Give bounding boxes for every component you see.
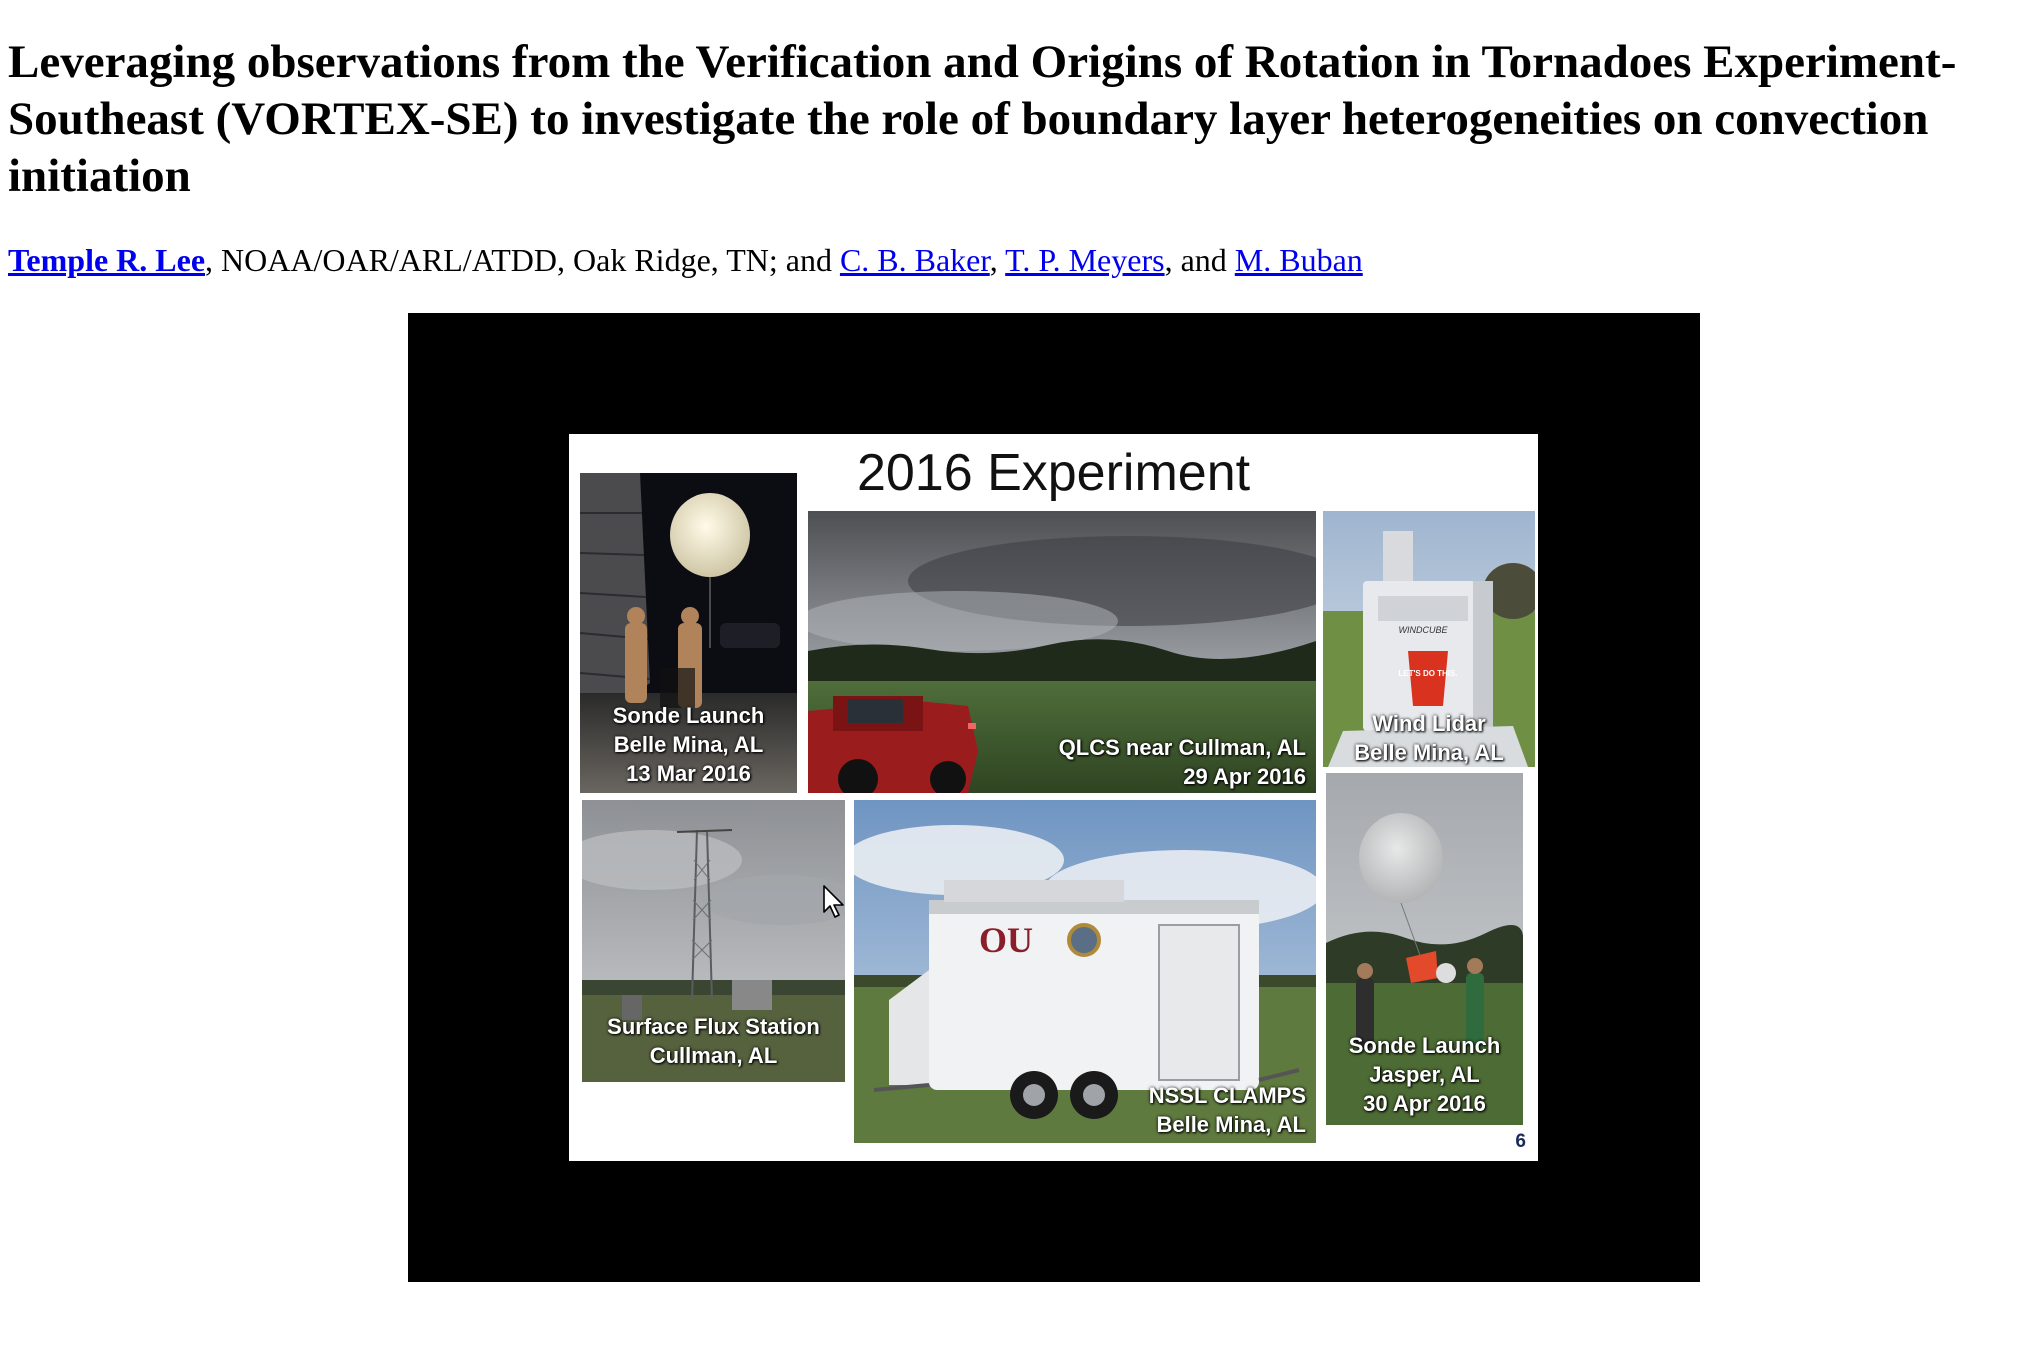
slide-page-number: 6 — [1515, 1131, 1526, 1152]
photo-sonde-launch-belle-mina — [580, 473, 797, 793]
ou-logo: OU — [979, 920, 1033, 960]
bucket-label: LET'S DO THIS. — [1398, 669, 1458, 678]
author-affiliation: , NOAA/OAR/ARL/ATDD, Oak Ridge, TN; and — [205, 242, 840, 278]
photo-caption: QLCS near Cullman, AL 29 Apr 2016 — [1058, 735, 1306, 789]
photo-caption: Sonde Launch Jasper, AL 30 Apr 2016 — [1348, 1033, 1501, 1116]
photo-surface-flux-station — [582, 800, 845, 1082]
mouse-cursor-icon — [822, 884, 846, 920]
lidar-brand-label: WINDCUBE — [1398, 625, 1448, 635]
author-link-meyers[interactable]: T. P. Meyers — [1005, 242, 1165, 278]
photo-nssl-clamps — [854, 800, 1316, 1143]
photo-sonde-launch-jasper — [1326, 773, 1523, 1125]
photo-wind-lidar — [1323, 511, 1535, 767]
photo-qlcs-cullman — [808, 511, 1316, 793]
author-link-lead[interactable]: Temple R. Lee — [8, 242, 206, 278]
author-separator: , — [989, 242, 1006, 278]
photo-caption: Sonde Launch Belle Mina, AL 13 Mar 2016 — [612, 703, 765, 786]
slide-viewer[interactable] — [408, 313, 1700, 1282]
slide — [569, 434, 1538, 1161]
author-separator: , and — [1164, 242, 1235, 278]
slide-title: 2016 Experiment — [856, 444, 1251, 502]
author-line — [8, 240, 1363, 280]
page-title: Leveraging observations from the Verification and Origins of Rotation in Tornadoes Experiment-Southeast (VORTEX-SE) to investigate the role of boundary layer heterogeneities on convection initiation — [8, 36, 1957, 202]
photo-caption: Surface Flux Station Cullman, AL — [607, 1014, 820, 1068]
author-link-baker[interactable]: C. B. Baker — [839, 242, 990, 278]
photo-caption: Wind Lidar Belle Mina, AL — [1354, 711, 1504, 765]
photo-caption: NSSL CLAMPS Belle Mina, AL — [1148, 1083, 1306, 1137]
author-link-buban[interactable]: M. Buban — [1234, 242, 1363, 278]
